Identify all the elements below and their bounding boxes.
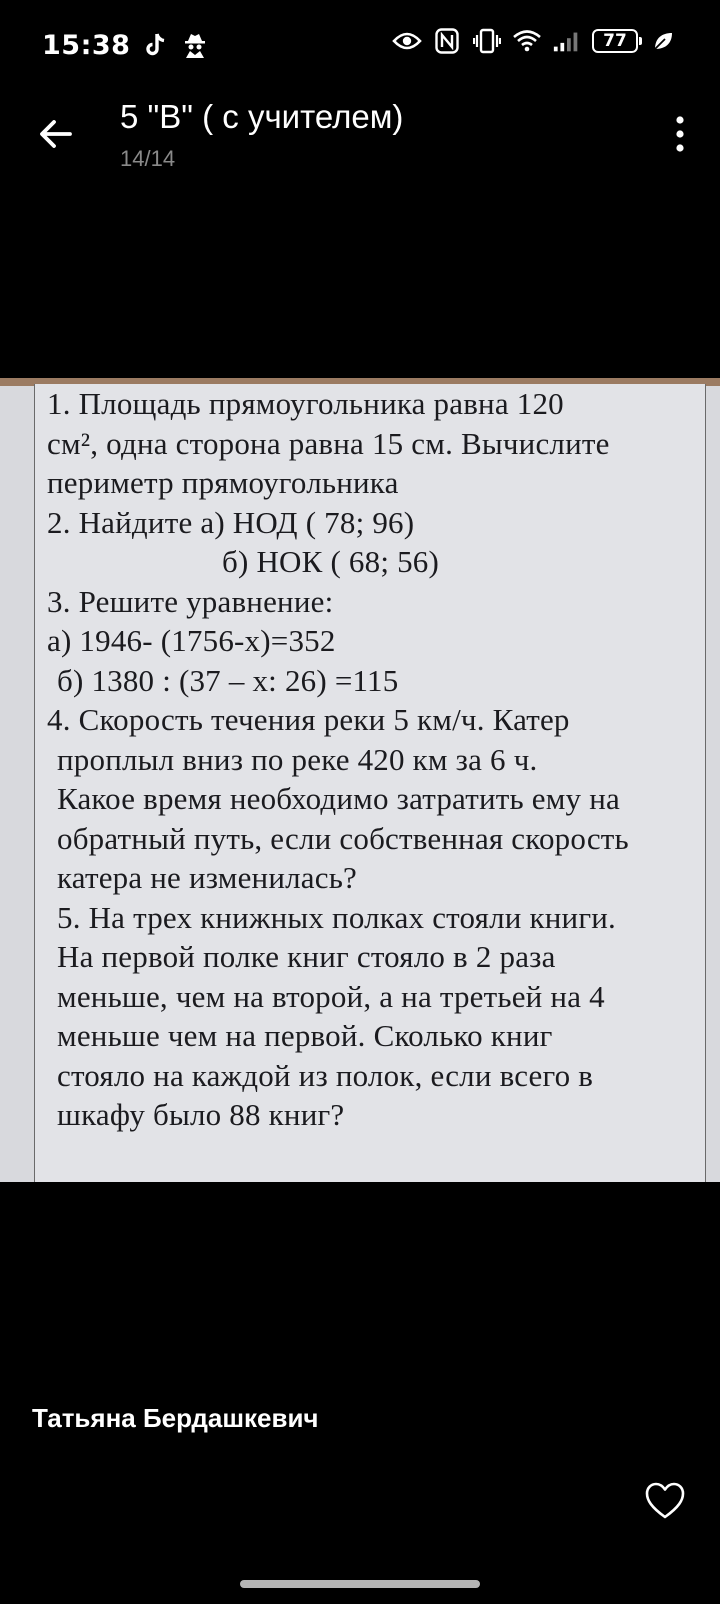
vibrate-icon [472, 26, 502, 56]
text-line: стояло на каждой из полок, если всего в [57, 1057, 594, 1093]
eye-icon [392, 26, 422, 56]
text-line: периметр прямоугольника [47, 465, 399, 500]
spy-icon [180, 30, 210, 60]
status-bar [0, 0, 720, 90]
more-options-icon[interactable] [668, 114, 692, 154]
text-line: 5. На трех книжных полках стояли книги. [57, 899, 616, 935]
back-arrow-icon[interactable] [34, 112, 78, 156]
text-line: Какое время необходимо затратить ему на [57, 781, 620, 816]
app-bar [0, 90, 720, 190]
photo-viewer[interactable] [0, 378, 720, 1182]
author-name: Татьяна Бердашкевич [32, 1403, 319, 1433]
paper-sheet [34, 384, 706, 1182]
status-bar-left [42, 30, 210, 61]
leaf-icon [648, 26, 678, 56]
text-line: 4. Скорость течения реки 5 км/ч. Катер [47, 702, 570, 737]
text-line: меньше чем на первой. Сколько книг [57, 1018, 553, 1053]
wifi-icon [512, 26, 542, 56]
text-line: На первой полке книг стояло в 2 раза [57, 939, 556, 974]
text-line: обратный путь, если собственная скорость [57, 820, 629, 856]
status-bar-right [392, 26, 678, 56]
home-indicator[interactable] [240, 1580, 480, 1588]
text-line: 2. Найдите а) НОД ( 78; 96) [47, 504, 415, 540]
heart-icon[interactable] [644, 1480, 686, 1522]
task-text [47, 384, 707, 1135]
battery-icon: 77 [592, 29, 638, 53]
clock: 15:38 [42, 29, 131, 61]
image-counter: 14/14 [120, 146, 176, 171]
chat-title: 5 "В" ( с учителем) [120, 98, 404, 135]
text-line: см², одна сторона равна 15 см. Вычислите [47, 425, 610, 461]
text-line: шкафу было 88 книг? [57, 1097, 345, 1132]
text-line: 1. Площадь прямоугольника равна 120 [47, 386, 564, 421]
text-line: проплыл вниз по реке 420 км за 6 ч. [57, 741, 538, 777]
tiktok-icon [140, 30, 170, 60]
text-line: б) 1380 : (37 – х: 26) =115 [57, 662, 399, 698]
text-line: меньше, чем на второй, а на третьей на 4 [57, 978, 605, 1014]
text-line: а) 1946- (1756-х)=352 [47, 623, 336, 658]
nfc-icon [432, 26, 462, 56]
text-line: 3. Решите уравнение: [47, 583, 334, 619]
signal-icon [552, 26, 582, 56]
text-line: б) НОК ( 68; 56) [222, 544, 440, 579]
text-line: катера не изменилась? [57, 860, 358, 895]
